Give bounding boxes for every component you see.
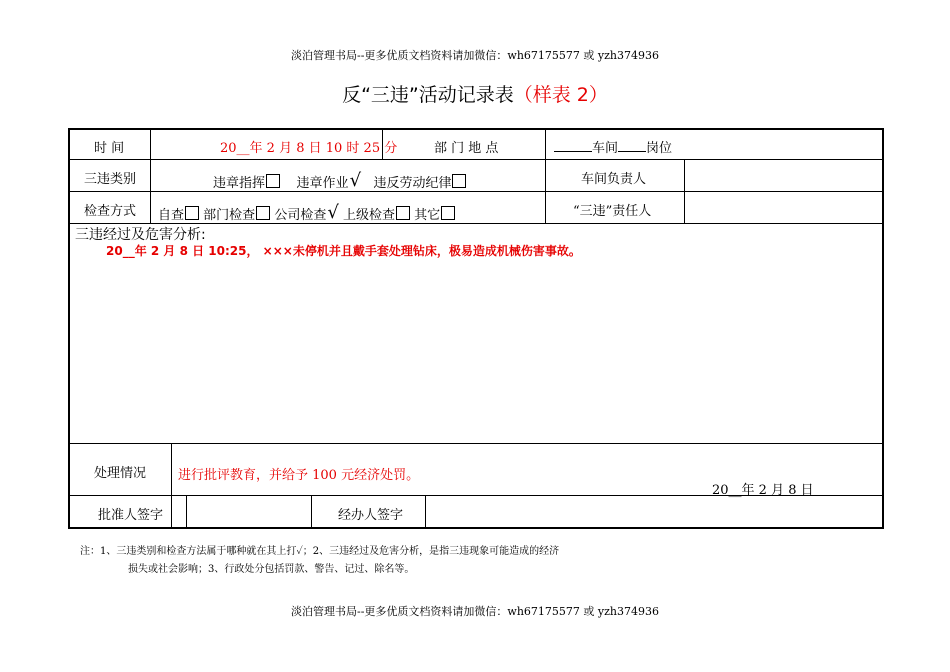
title-main: 反“三违”活动记录表 <box>342 84 514 106</box>
workshop-head-field[interactable] <box>686 161 881 190</box>
inspect-opt-superior[interactable]: 上级检查 <box>343 208 410 223</box>
responsible-field[interactable] <box>686 193 881 222</box>
analysis-text: 20__年 2 月 8 日 10:25， ×××未停机并且戴手套处理钻床，极易造成机械伤害事故。 <box>106 244 581 258</box>
footnotes <box>80 543 559 579</box>
analysis-label: 三违经过及危害分析: <box>75 227 206 243</box>
inspect-options <box>158 204 455 223</box>
inspect-opt-dept[interactable]: 部门检查 <box>203 208 270 223</box>
inspect-opt-other[interactable]: 其它 <box>414 208 455 223</box>
header-note: 淡泊管理书局--更多优质文档资料请加微信：wh67175577 或 yzh374936 <box>291 49 659 62</box>
violation-options <box>213 172 466 191</box>
violation-type-label: 三违类别 <box>84 172 137 187</box>
time-label: 时 间 <box>94 141 125 156</box>
check-mark-icon[interactable]: √ <box>327 202 339 223</box>
title-suffix: （样表 2） <box>513 84 608 106</box>
footnote-line-2: 损失或社会影响；3、行政处分包括罚款、警告、记过、除名等。 <box>128 564 415 575</box>
footer-note: 淡泊管理书局--更多优质文档资料请加微信：wh67175577 或 yzh374936 <box>291 605 659 618</box>
record-table <box>68 128 884 529</box>
inspect-label: 检查方式 <box>84 204 137 219</box>
dept-post: 岗位 <box>646 141 673 156</box>
footnote-line-1: 注：1、三违类别和检查方法属于哪种就在其上打✓；2、三违经过及危害分析，是指三违现象可能造成的经济 <box>80 546 560 557</box>
checkbox-empty-icon[interactable] <box>266 174 280 188</box>
page-title <box>0 80 950 107</box>
check-mark-icon[interactable]: √ <box>349 170 362 191</box>
approver-label: 批准人签字 <box>98 508 164 523</box>
inspect-opt-company[interactable]: 公司检查√ <box>274 202 339 223</box>
time-value: 20__年 2 月 8 日 10 时 25 分 <box>220 141 398 156</box>
responsible-label: “三违”责任人 <box>573 204 652 219</box>
checkbox-empty-icon[interactable] <box>396 206 410 220</box>
inspect-opt-self[interactable]: 自查 <box>158 208 199 223</box>
handling-label: 处理情况 <box>94 466 147 481</box>
handling-text: 进行批评教育，并给予 100 元经济处罚。 <box>178 468 420 483</box>
dept-workshop: 车间 <box>592 141 619 156</box>
handling-date: 20__年 2 月 8 日 <box>712 483 814 498</box>
workshop-head-label: 车间负责人 <box>581 172 647 187</box>
checkbox-empty-icon[interactable] <box>452 174 466 188</box>
dept-label: 部 门 地 点 <box>434 141 499 156</box>
handler-signature-field[interactable] <box>427 497 881 526</box>
dept-value <box>554 137 672 156</box>
violation-opt-command[interactable]: 违章指挥 <box>213 176 280 191</box>
violation-opt-discipline[interactable]: 违反劳动纪律 <box>373 176 466 191</box>
approver-signature-field[interactable] <box>188 497 310 526</box>
checkbox-empty-icon[interactable] <box>256 206 270 220</box>
handler-label: 经办人签字 <box>338 508 404 523</box>
checkbox-empty-icon[interactable] <box>441 206 455 220</box>
checkbox-empty-icon[interactable] <box>185 206 199 220</box>
violation-opt-operation[interactable]: 违章作业√ <box>296 170 362 191</box>
